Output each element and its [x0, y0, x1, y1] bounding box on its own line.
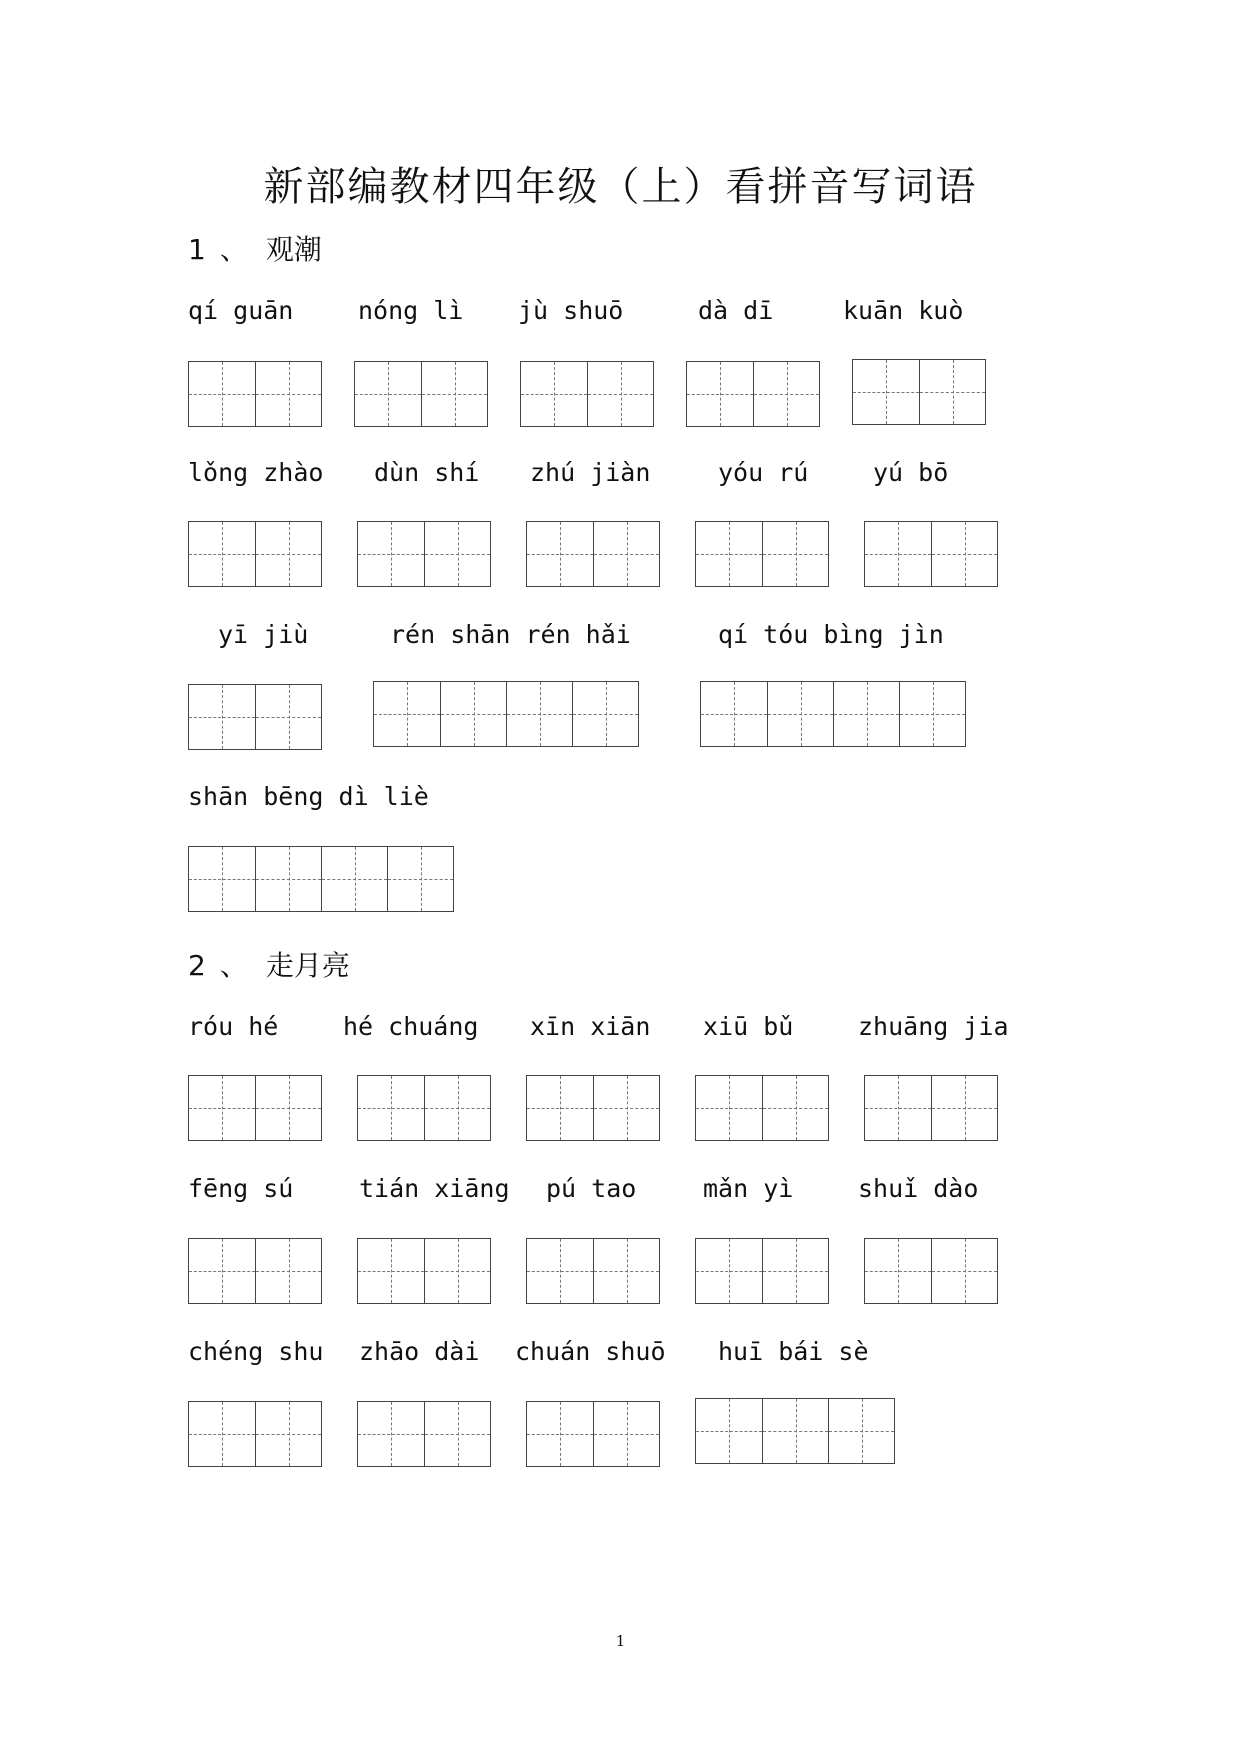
pinyin-label: xiū bǔ	[703, 1012, 794, 1041]
pinyin-label: pú tao	[546, 1174, 637, 1203]
pinyin-label: qí guān	[188, 296, 294, 325]
lesson-title: 走月亮	[265, 949, 350, 982]
pinyin-label: zhuāng jia	[858, 1012, 1009, 1041]
writing-box[interactable]	[526, 1075, 660, 1141]
writing-box[interactable]	[188, 1401, 322, 1467]
writing-box[interactable]	[188, 361, 322, 427]
writing-box[interactable]	[526, 1401, 660, 1467]
pinyin-label: huī bái sè	[718, 1337, 869, 1366]
pinyin-label: hé chuáng	[343, 1012, 479, 1041]
pinyin-label: fēng sú	[188, 1174, 294, 1203]
writing-box[interactable]	[695, 1398, 895, 1464]
writing-box[interactable]	[864, 1075, 998, 1141]
writing-box[interactable]	[686, 361, 820, 427]
writing-box[interactable]	[188, 846, 454, 912]
pinyin-label: nóng lì	[358, 296, 464, 325]
lesson-title: 观潮	[265, 233, 322, 266]
writing-box[interactable]	[354, 361, 488, 427]
page-title: 新部编教材四年级（上）看拼音写词语	[263, 164, 978, 210]
writing-box[interactable]	[695, 521, 829, 587]
pinyin-label: dùn shí	[374, 458, 480, 487]
page-number: 1	[615, 1632, 626, 1650]
pinyin-label: jù shuō	[518, 296, 624, 325]
section-heading-1	[188, 228, 322, 268]
writing-box[interactable]	[695, 1075, 829, 1141]
pinyin-label: yú bō	[873, 458, 949, 487]
pinyin-label: mǎn yì	[703, 1174, 794, 1203]
writing-box[interactable]	[695, 1238, 829, 1304]
pinyin-label: tián xiāng	[359, 1174, 510, 1203]
writing-box[interactable]	[520, 361, 654, 427]
writing-box[interactable]	[852, 359, 986, 425]
pinyin-label: chéng shu	[188, 1337, 324, 1366]
writing-box[interactable]	[526, 1238, 660, 1304]
writing-box[interactable]	[864, 521, 998, 587]
section-heading-2	[188, 944, 350, 984]
pinyin-label: shuǐ dào	[858, 1174, 979, 1203]
section-separator: 、	[219, 949, 248, 982]
pinyin-label: rén shān rén hǎi	[390, 620, 631, 649]
writing-box[interactable]	[357, 1238, 491, 1304]
pinyin-label: dà dī	[698, 296, 774, 325]
pinyin-label: shān bēng dì liè	[188, 782, 429, 811]
pinyin-label: qí tóu bìng jìn	[718, 620, 944, 649]
pinyin-label: chuán shuō	[515, 1337, 666, 1366]
pinyin-label: lǒng zhào	[188, 458, 324, 487]
pinyin-label: zhāo dài	[359, 1337, 480, 1366]
writing-box[interactable]	[357, 1401, 491, 1467]
section-number: 2	[188, 949, 206, 982]
writing-box[interactable]	[373, 681, 639, 747]
writing-box[interactable]	[357, 521, 491, 587]
writing-box[interactable]	[526, 521, 660, 587]
writing-box[interactable]	[357, 1075, 491, 1141]
section-number: 1	[188, 233, 206, 266]
section-separator: 、	[219, 233, 248, 266]
writing-box[interactable]	[864, 1238, 998, 1304]
writing-box[interactable]	[188, 1075, 322, 1141]
pinyin-label: kuān kuò	[843, 296, 964, 325]
writing-box[interactable]	[188, 684, 322, 750]
pinyin-label: xīn xiān	[530, 1012, 651, 1041]
pinyin-label: róu hé	[188, 1012, 279, 1041]
pinyin-label: yī jiù	[218, 620, 309, 649]
writing-box[interactable]	[700, 681, 966, 747]
pinyin-label: yóu rú	[718, 458, 809, 487]
pinyin-label: zhú jiàn	[530, 458, 651, 487]
writing-box[interactable]	[188, 1238, 322, 1304]
writing-box[interactable]	[188, 521, 322, 587]
